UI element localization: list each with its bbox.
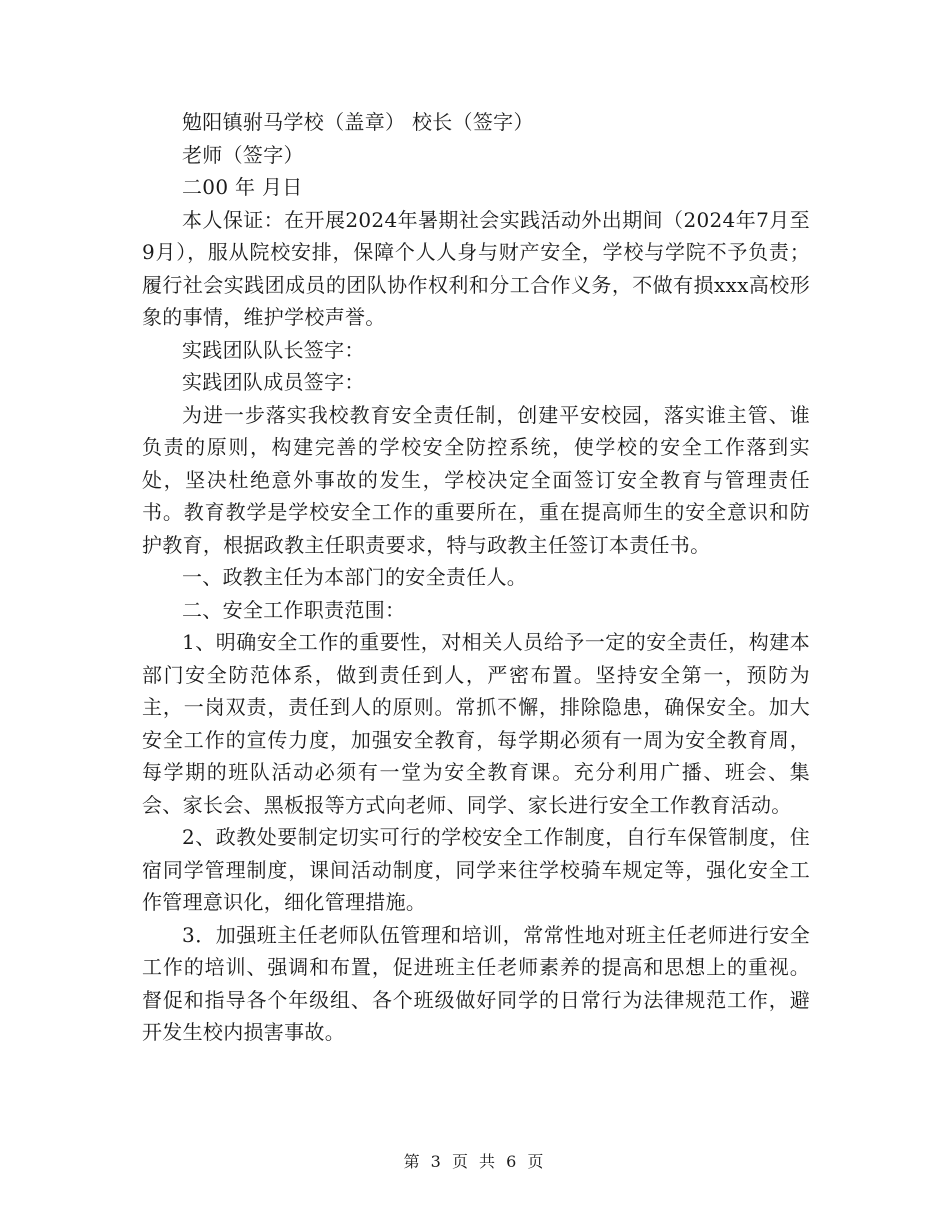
date-line: 二00 年 月日 — [182, 175, 303, 199]
section-two-heading: 二、安全工作职责范围： — [182, 597, 406, 622]
page-number-footer: 第 3 页 共 6 页 — [403, 1152, 547, 1171]
document-body — [142, 106, 810, 1049]
intro-paragraph: 为进一步落实我校教育安全责任制，创建平安校园，落实谁主管、谁负责的原则，构建完善的学校安全防控系统，使学校的安全工作落到实处，坚决杜绝意外事故的发生，学校决定全面签订安全教育与管理责任书。教育教学是学校安全工作的重要所在，重在提高师生的安全意识和防护教育，根据政教主任职责要求，特与政教主任签订本责任书。 — [142, 402, 810, 557]
item-1-paragraph: 1、明确安全工作的重要性，对相关人员给予一定的安全责任，构建本部门安全防范体系，做到责任到人，严密布置。坚持安全第一，预防为主，一岗双责，责任到人的原则。常抓不懈，排除隐患，确保安全。加大安全工作的宣传力度，加强安全教育，每学期必须有一周为安全教育周，每学期的班队活动必须有一堂为安全教育课。充分利用广播、班会、集会、家长会、黑板报等方式向老师、同学、家长进行安全工作教育活动。 — [142, 630, 810, 817]
team-leader-signature: 实践团队队长签字： — [182, 337, 365, 362]
pledge-paragraph: 本人保证：在开展2024年暑期社会实践活动外出期间（2024年7月至9月），服从院校安排，保障个人人身与财产安全，学校与学院不予负责；履行社会实践团成员的团队协作权利和分工合作义务，不做有损xxx高校形象的事情，维护学校声誉。 — [142, 207, 810, 329]
item-2-paragraph: 2、政教处要制定切实可行的学校安全工作制度，自行车保管制度，住宿同学管理制度，课间活动制度，同学来往学校骑车规定等，强化安全工作管理意识化，细化管理措施。 — [142, 825, 810, 914]
signature-line-school: 勉阳镇驸马学校（盖章） 校长（签字） — [182, 110, 534, 134]
signature-line-teacher: 老师（签字） — [182, 142, 304, 167]
section-one-heading: 一、政教主任为本部门的安全责任人。 — [182, 565, 528, 589]
item-3-paragraph: 3．加强班主任老师队伍管理和培训，常常性地对班主任老师进行安全工作的培训、强调和布置，促进班主任老师素养的提高和思想上的重视。督促和指导各个年级组、各个班级做好同学的日常行为法律规范工作，避开发生校内损害事故。 — [142, 922, 810, 1044]
team-member-signature: 实践团队成员签字： — [182, 370, 365, 394]
